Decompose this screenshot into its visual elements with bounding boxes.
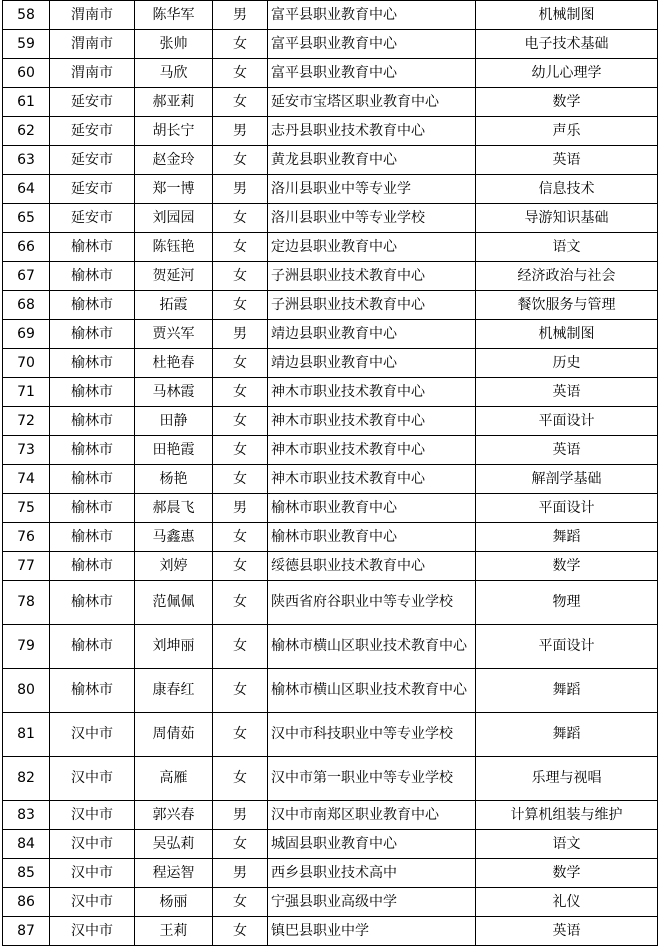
city-cell: 汉中市 [50, 713, 135, 757]
name-cell: 陈钰艳 [135, 233, 213, 262]
table-row [3, 30, 658, 59]
school-cell: 榆林市横山区职业技术教育中心 [268, 625, 476, 669]
school-cell: 榆林市职业教育中心 [268, 523, 476, 552]
name-cell: 胡长宁 [135, 117, 213, 146]
school-cell: 洛川县职业中等专业学 [268, 175, 476, 204]
city-cell: 榆林市 [50, 262, 135, 291]
table-row [3, 204, 658, 233]
gender-cell: 男 [213, 117, 268, 146]
name-cell: 马欣 [135, 59, 213, 88]
table-row [3, 59, 658, 88]
subject-cell: 英语 [476, 146, 658, 175]
table-row [3, 669, 658, 713]
city-cell: 延安市 [50, 204, 135, 233]
name-cell: 康春红 [135, 669, 213, 713]
row-number: 58 [3, 1, 50, 30]
city-cell: 汉中市 [50, 888, 135, 917]
subject-cell: 英语 [476, 378, 658, 407]
gender-cell: 女 [213, 669, 268, 713]
gender-cell: 女 [213, 378, 268, 407]
row-number: 76 [3, 523, 50, 552]
city-cell: 榆林市 [50, 669, 135, 713]
row-number: 78 [3, 581, 50, 625]
city-cell: 榆林市 [50, 320, 135, 349]
row-number: 67 [3, 262, 50, 291]
gender-cell: 女 [213, 204, 268, 233]
table-body [3, 1, 658, 946]
city-cell: 延安市 [50, 117, 135, 146]
city-cell: 汉中市 [50, 757, 135, 801]
school-cell: 镇巴县职业中学 [268, 917, 476, 946]
table-row [3, 917, 658, 946]
row-number: 66 [3, 233, 50, 262]
subject-cell: 礼仪 [476, 888, 658, 917]
row-number: 68 [3, 291, 50, 320]
subject-cell: 声乐 [476, 117, 658, 146]
city-cell: 榆林市 [50, 436, 135, 465]
table-row [3, 552, 658, 581]
school-cell: 神木市职业技术教育中心 [268, 378, 476, 407]
row-number: 65 [3, 204, 50, 233]
city-cell: 榆林市 [50, 378, 135, 407]
school-cell: 富平县职业教育中心 [268, 1, 476, 30]
city-cell: 汉中市 [50, 830, 135, 859]
row-number: 84 [3, 830, 50, 859]
table-row [3, 888, 658, 917]
school-cell: 神木市职业技术教育中心 [268, 407, 476, 436]
gender-cell: 女 [213, 233, 268, 262]
city-cell: 榆林市 [50, 552, 135, 581]
subject-cell: 平面设计 [476, 407, 658, 436]
name-cell: 田艳霞 [135, 436, 213, 465]
school-cell: 汉中市科技职业中等专业学校 [268, 713, 476, 757]
table-row [3, 233, 658, 262]
school-cell: 神木市职业技术教育中心 [268, 465, 476, 494]
table-row [3, 378, 658, 407]
subject-cell: 语文 [476, 830, 658, 859]
city-cell: 汉中市 [50, 917, 135, 946]
school-cell: 宁强县职业高级中学 [268, 888, 476, 917]
subject-cell: 餐饮服务与管理 [476, 291, 658, 320]
school-cell: 陕西省府谷职业中等专业学校 [268, 581, 476, 625]
name-cell: 范佩佩 [135, 581, 213, 625]
name-cell: 马林霞 [135, 378, 213, 407]
school-cell: 富平县职业教育中心 [268, 59, 476, 88]
city-cell: 延安市 [50, 146, 135, 175]
row-number: 62 [3, 117, 50, 146]
gender-cell: 男 [213, 1, 268, 30]
gender-cell: 男 [213, 859, 268, 888]
row-number: 63 [3, 146, 50, 175]
row-number: 77 [3, 552, 50, 581]
subject-cell: 舞蹈 [476, 713, 658, 757]
school-cell: 定边县职业教育中心 [268, 233, 476, 262]
gender-cell: 女 [213, 917, 268, 946]
subject-cell: 电子技术基础 [476, 30, 658, 59]
gender-cell: 女 [213, 59, 268, 88]
row-number: 72 [3, 407, 50, 436]
school-cell: 榆林市职业教育中心 [268, 494, 476, 523]
table-row [3, 291, 658, 320]
subject-cell: 历史 [476, 349, 658, 378]
row-number: 74 [3, 465, 50, 494]
city-cell: 汉中市 [50, 801, 135, 830]
row-number: 73 [3, 436, 50, 465]
name-cell: 田静 [135, 407, 213, 436]
row-number: 82 [3, 757, 50, 801]
gender-cell: 女 [213, 465, 268, 494]
name-cell: 郝亚莉 [135, 88, 213, 117]
city-cell: 榆林市 [50, 349, 135, 378]
subject-cell: 信息技术 [476, 175, 658, 204]
subject-cell: 数学 [476, 859, 658, 888]
row-number: 70 [3, 349, 50, 378]
table-row [3, 625, 658, 669]
name-cell: 赵金玲 [135, 146, 213, 175]
gender-cell: 女 [213, 88, 268, 117]
school-cell: 靖边县职业教育中心 [268, 320, 476, 349]
subject-cell: 英语 [476, 917, 658, 946]
name-cell: 马鑫惠 [135, 523, 213, 552]
city-cell: 榆林市 [50, 407, 135, 436]
gender-cell: 女 [213, 581, 268, 625]
subject-cell: 经济政治与社会 [476, 262, 658, 291]
school-cell: 黄龙县职业教育中心 [268, 146, 476, 175]
gender-cell: 女 [213, 888, 268, 917]
name-cell: 郑一博 [135, 175, 213, 204]
subject-cell: 解剖学基础 [476, 465, 658, 494]
city-cell: 榆林市 [50, 494, 135, 523]
row-number: 86 [3, 888, 50, 917]
gender-cell: 女 [213, 291, 268, 320]
school-cell: 汉中市第一职业中等专业学校 [268, 757, 476, 801]
table-row [3, 830, 658, 859]
row-number: 75 [3, 494, 50, 523]
gender-cell: 女 [213, 552, 268, 581]
row-number: 60 [3, 59, 50, 88]
teacher-list-table [2, 0, 658, 946]
city-cell: 汉中市 [50, 859, 135, 888]
city-cell: 延安市 [50, 88, 135, 117]
name-cell: 杜艳春 [135, 349, 213, 378]
name-cell: 刘婷 [135, 552, 213, 581]
subject-cell: 乐理与视唱 [476, 757, 658, 801]
table-row [3, 436, 658, 465]
subject-cell: 平面设计 [476, 625, 658, 669]
name-cell: 杨艳 [135, 465, 213, 494]
row-number: 87 [3, 917, 50, 946]
city-cell: 延安市 [50, 175, 135, 204]
table-row [3, 146, 658, 175]
gender-cell: 女 [213, 625, 268, 669]
city-cell: 榆林市 [50, 291, 135, 320]
gender-cell: 女 [213, 757, 268, 801]
school-cell: 汉中市南郑区职业教育中心 [268, 801, 476, 830]
row-number: 79 [3, 625, 50, 669]
name-cell: 刘坤丽 [135, 625, 213, 669]
name-cell: 郝晨飞 [135, 494, 213, 523]
name-cell: 高雁 [135, 757, 213, 801]
school-cell: 子洲县职业技术教育中心 [268, 291, 476, 320]
row-number: 81 [3, 713, 50, 757]
table-row [3, 465, 658, 494]
city-cell: 榆林市 [50, 465, 135, 494]
gender-cell: 女 [213, 830, 268, 859]
table-row [3, 349, 658, 378]
table-row [3, 262, 658, 291]
name-cell: 杨丽 [135, 888, 213, 917]
table-row [3, 801, 658, 830]
name-cell: 陈华军 [135, 1, 213, 30]
table-row [3, 88, 658, 117]
gender-cell: 女 [213, 436, 268, 465]
city-cell: 榆林市 [50, 625, 135, 669]
name-cell: 王莉 [135, 917, 213, 946]
gender-cell: 女 [213, 407, 268, 436]
name-cell: 贾兴军 [135, 320, 213, 349]
table-row [3, 859, 658, 888]
row-number: 61 [3, 88, 50, 117]
gender-cell: 女 [213, 262, 268, 291]
subject-cell: 计算机组装与维护 [476, 801, 658, 830]
school-cell: 志丹县职业技术教育中心 [268, 117, 476, 146]
school-cell: 绥德县职业技术教育中心 [268, 552, 476, 581]
subject-cell: 幼儿心理学 [476, 59, 658, 88]
gender-cell: 女 [213, 713, 268, 757]
name-cell: 程运智 [135, 859, 213, 888]
name-cell: 刘园园 [135, 204, 213, 233]
table-row [3, 581, 658, 625]
subject-cell: 英语 [476, 436, 658, 465]
subject-cell: 机械制图 [476, 1, 658, 30]
table-row [3, 713, 658, 757]
row-number: 69 [3, 320, 50, 349]
gender-cell: 男 [213, 801, 268, 830]
row-number: 64 [3, 175, 50, 204]
name-cell: 吴弘莉 [135, 830, 213, 859]
school-cell: 延安市宝塔区职业教育中心 [268, 88, 476, 117]
city-cell: 渭南市 [50, 30, 135, 59]
row-number: 83 [3, 801, 50, 830]
table-row [3, 117, 658, 146]
gender-cell: 女 [213, 30, 268, 59]
subject-cell: 语文 [476, 233, 658, 262]
gender-cell: 男 [213, 494, 268, 523]
name-cell: 周倩茹 [135, 713, 213, 757]
gender-cell: 女 [213, 146, 268, 175]
subject-cell: 数学 [476, 88, 658, 117]
name-cell: 贺延河 [135, 262, 213, 291]
table-row [3, 523, 658, 552]
subject-cell: 机械制图 [476, 320, 658, 349]
school-cell: 榆林市横山区职业技术教育中心 [268, 669, 476, 713]
subject-cell: 物理 [476, 581, 658, 625]
subject-cell: 舞蹈 [476, 669, 658, 713]
school-cell: 西乡县职业技术高中 [268, 859, 476, 888]
school-cell: 神木市职业技术教育中心 [268, 436, 476, 465]
row-number: 85 [3, 859, 50, 888]
row-number: 80 [3, 669, 50, 713]
gender-cell: 男 [213, 175, 268, 204]
name-cell: 拓霞 [135, 291, 213, 320]
gender-cell: 女 [213, 523, 268, 552]
gender-cell: 女 [213, 349, 268, 378]
subject-cell: 数学 [476, 552, 658, 581]
subject-cell: 导游知识基础 [476, 204, 658, 233]
name-cell: 张帅 [135, 30, 213, 59]
name-cell: 郭兴春 [135, 801, 213, 830]
table-row [3, 320, 658, 349]
city-cell: 榆林市 [50, 233, 135, 262]
subject-cell: 平面设计 [476, 494, 658, 523]
gender-cell: 男 [213, 320, 268, 349]
row-number: 59 [3, 30, 50, 59]
city-cell: 榆林市 [50, 523, 135, 552]
table-row [3, 757, 658, 801]
city-cell: 榆林市 [50, 581, 135, 625]
subject-cell: 舞蹈 [476, 523, 658, 552]
table-row [3, 175, 658, 204]
school-cell: 洛川县职业中等专业学校 [268, 204, 476, 233]
row-number: 71 [3, 378, 50, 407]
school-cell: 富平县职业教育中心 [268, 30, 476, 59]
school-cell: 靖边县职业教育中心 [268, 349, 476, 378]
table-row [3, 494, 658, 523]
city-cell: 渭南市 [50, 1, 135, 30]
school-cell: 城固县职业教育中心 [268, 830, 476, 859]
school-cell: 子洲县职业技术教育中心 [268, 262, 476, 291]
table-row [3, 1, 658, 30]
table-row [3, 407, 658, 436]
city-cell: 渭南市 [50, 59, 135, 88]
